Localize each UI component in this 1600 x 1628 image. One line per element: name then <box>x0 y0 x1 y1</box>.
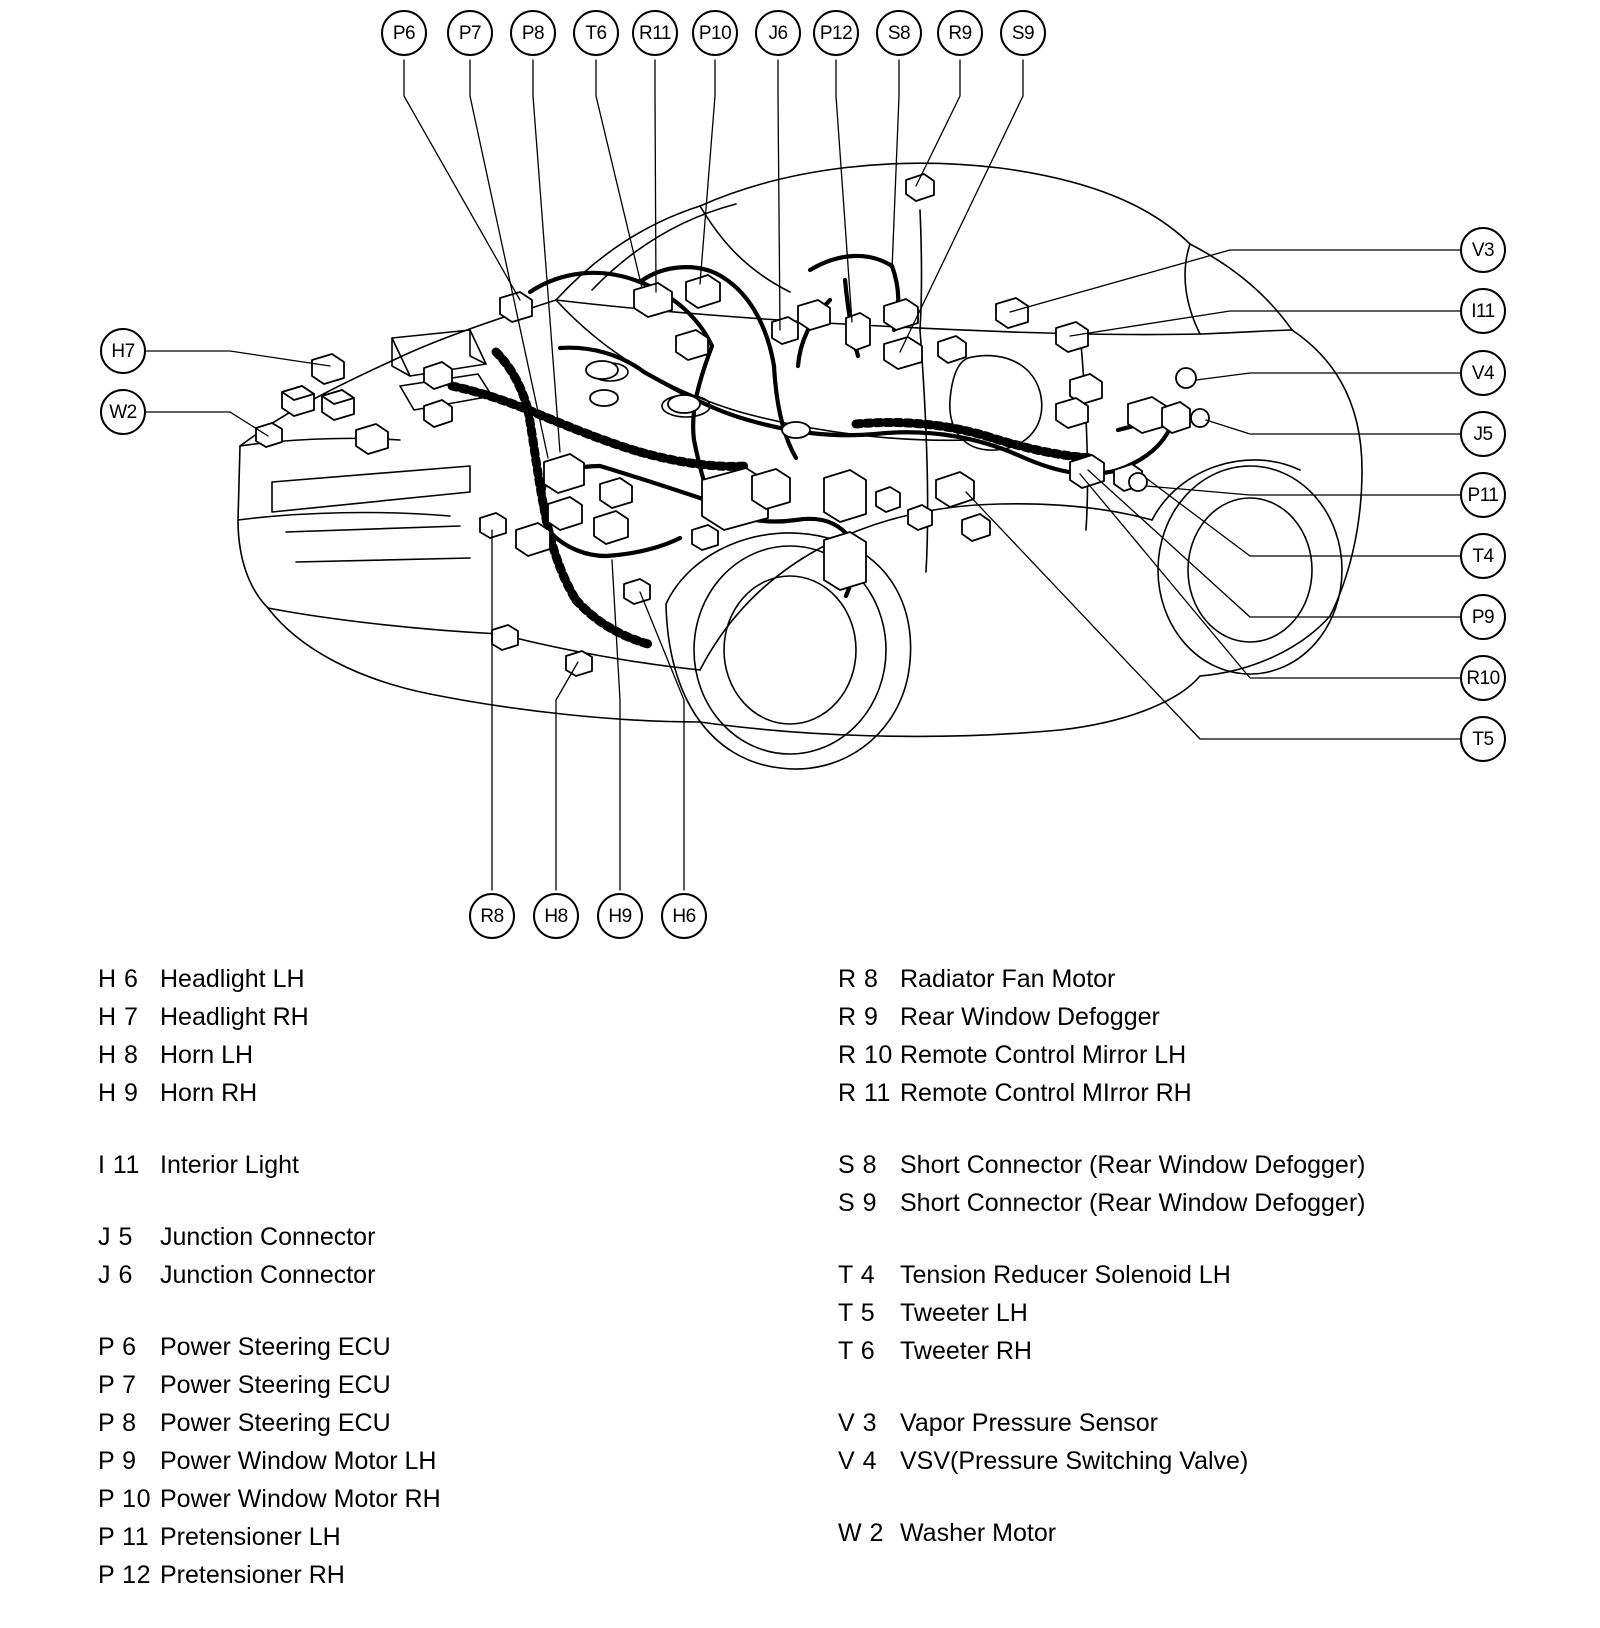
callout-r11[interactable]: R11 <box>632 10 678 56</box>
callout-p10[interactable]: P10 <box>692 10 738 56</box>
legend-group-v <box>838 1404 1365 1480</box>
legend-desc: VSV(Pressure Switching Valve) <box>900 1447 1249 1475</box>
legend-item <box>838 998 1365 1036</box>
legend-desc: Tweeter LH <box>900 1299 1028 1327</box>
legend-group-i <box>98 1146 441 1184</box>
legend-item <box>838 1332 1365 1370</box>
callout-t5[interactable]: T5 <box>1460 716 1506 762</box>
legend-desc: Vapor Pressure Sensor <box>900 1409 1158 1437</box>
callout-t4[interactable]: T4 <box>1460 533 1506 579</box>
legend-item <box>98 1036 441 1074</box>
legend-desc: Short Connector (Rear Window Defogger) <box>900 1151 1366 1179</box>
legend-column-left <box>98 960 441 1628</box>
callout-v3[interactable]: V3 <box>1460 227 1506 273</box>
legend-desc: Headlight RH <box>160 1003 309 1031</box>
legend-desc: Power Window Motor LH <box>160 1447 437 1475</box>
legend-code: R 9 <box>838 1003 879 1031</box>
legend-code: W 2 <box>838 1519 884 1547</box>
legend-group-w <box>838 1514 1365 1552</box>
legend-desc: Power Steering ECU <box>160 1371 391 1399</box>
legend-desc: Washer Motor <box>900 1519 1057 1547</box>
legend-item <box>98 998 441 1036</box>
callout-i11[interactable]: I11 <box>1460 288 1506 334</box>
callout-h9[interactable]: H9 <box>597 893 643 939</box>
legend-code: S 8 <box>838 1151 878 1179</box>
legend-item <box>838 1514 1365 1552</box>
legend-item <box>98 1518 441 1556</box>
callout-p9[interactable]: P9 <box>1460 594 1506 640</box>
legend-code: J 5 <box>98 1223 133 1251</box>
callout-j6[interactable]: J6 <box>755 10 801 56</box>
legend-code: P 9 <box>98 1447 137 1475</box>
legend-item <box>98 1480 441 1518</box>
legend-desc: Horn RH <box>160 1079 258 1107</box>
callout-p11[interactable]: P11 <box>1460 472 1506 518</box>
legend-code: R 8 <box>838 965 879 993</box>
callout-r10[interactable]: R10 <box>1460 655 1506 701</box>
callout-j5[interactable]: J5 <box>1460 411 1506 457</box>
legend-group-p <box>98 1328 441 1594</box>
callout-h7[interactable]: H7 <box>100 328 146 374</box>
legend-desc: Interior Light <box>160 1151 299 1179</box>
connector-blocks <box>256 174 1190 676</box>
legend-group-h <box>98 960 441 1112</box>
legend-code: P 10 <box>98 1485 151 1513</box>
legend-desc: Pretensioner LH <box>160 1523 341 1551</box>
legend-item <box>98 1146 441 1184</box>
legend-desc: Rear Window Defogger <box>900 1003 1160 1031</box>
legend-desc: Power Steering ECU <box>160 1333 391 1361</box>
callout-p7[interactable]: P7 <box>447 10 493 56</box>
legend-code: P 7 <box>98 1371 137 1399</box>
legend <box>0 960 1600 1608</box>
legend-code: P 11 <box>98 1523 150 1551</box>
callout-p8[interactable]: P8 <box>510 10 556 56</box>
legend-item <box>838 1146 1365 1184</box>
legend-group-j <box>98 1218 441 1294</box>
legend-column-right <box>838 960 1365 1586</box>
legend-item <box>838 1294 1365 1332</box>
legend-item <box>98 1328 441 1366</box>
legend-item <box>98 960 441 998</box>
legend-code: T 5 <box>838 1299 876 1327</box>
callout-w2[interactable]: W2 <box>100 389 146 435</box>
legend-code: H 6 <box>98 965 139 993</box>
legend-desc: Radiator Fan Motor <box>900 965 1116 993</box>
legend-code: H 9 <box>98 1079 139 1107</box>
legend-item <box>98 1074 441 1112</box>
legend-code: P 12 <box>98 1561 151 1589</box>
legend-desc: Junction Connector <box>160 1261 376 1289</box>
legend-group-s <box>838 1146 1365 1222</box>
legend-code: T 4 <box>838 1261 876 1289</box>
callout-s8[interactable]: S8 <box>876 10 922 56</box>
legend-item <box>98 1556 441 1594</box>
legend-code: S 9 <box>838 1189 878 1217</box>
callout-h8[interactable]: H8 <box>533 893 579 939</box>
callout-p12[interactable]: P12 <box>813 10 859 56</box>
legend-desc: Power Steering ECU <box>160 1409 391 1437</box>
legend-code: R 11 <box>838 1079 891 1107</box>
legend-desc: Junction Connector <box>160 1223 376 1251</box>
legend-item <box>98 1256 441 1294</box>
callout-p6[interactable]: P6 <box>381 10 427 56</box>
leader-lines-bottom <box>492 530 684 890</box>
callout-r9[interactable]: R9 <box>937 10 983 56</box>
legend-item <box>838 1256 1365 1294</box>
callout-v4[interactable]: V4 <box>1460 350 1506 396</box>
legend-item <box>98 1218 441 1256</box>
legend-code: R 10 <box>838 1041 893 1069</box>
legend-code: P 8 <box>98 1409 137 1437</box>
legend-code: T 6 <box>838 1337 876 1365</box>
legend-item <box>838 1404 1365 1442</box>
legend-desc: Remote Control Mirror LH <box>900 1041 1187 1069</box>
legend-item <box>98 1404 441 1442</box>
legend-item <box>98 1442 441 1480</box>
legend-item <box>838 960 1365 998</box>
legend-code: I 11 <box>98 1151 140 1179</box>
legend-desc: Horn LH <box>160 1041 254 1069</box>
legend-item <box>838 1184 1365 1222</box>
callout-t6[interactable]: T6 <box>573 10 619 56</box>
legend-desc: Headlight LH <box>160 965 305 993</box>
car-body-outline <box>238 163 1362 769</box>
legend-desc: Remote Control MIrror RH <box>900 1079 1192 1107</box>
callout-s9[interactable]: S9 <box>1000 10 1046 56</box>
callout-r8[interactable]: R8 <box>469 893 515 939</box>
legend-desc: Tweeter RH <box>900 1337 1032 1365</box>
legend-desc: Tension Reducer Solenoid LH <box>900 1261 1231 1289</box>
legend-code: J 6 <box>98 1261 133 1289</box>
legend-code: V 3 <box>838 1409 878 1437</box>
legend-code: H 7 <box>98 1003 139 1031</box>
legend-item <box>838 1442 1365 1480</box>
callout-h6[interactable]: H6 <box>661 893 707 939</box>
legend-desc: Pretensioner RH <box>160 1561 345 1589</box>
legend-item <box>838 1036 1365 1074</box>
legend-code: H 8 <box>98 1041 139 1069</box>
legend-item <box>838 1074 1365 1112</box>
legend-code: V 4 <box>838 1447 878 1475</box>
legend-item <box>98 1366 441 1404</box>
legend-desc: Short Connector (Rear Window Defogger) <box>900 1189 1366 1217</box>
legend-group-r <box>838 960 1365 1112</box>
legend-desc: Power Window Motor RH <box>160 1485 441 1513</box>
legend-group-t <box>838 1256 1365 1370</box>
legend-code: P 6 <box>98 1333 137 1361</box>
